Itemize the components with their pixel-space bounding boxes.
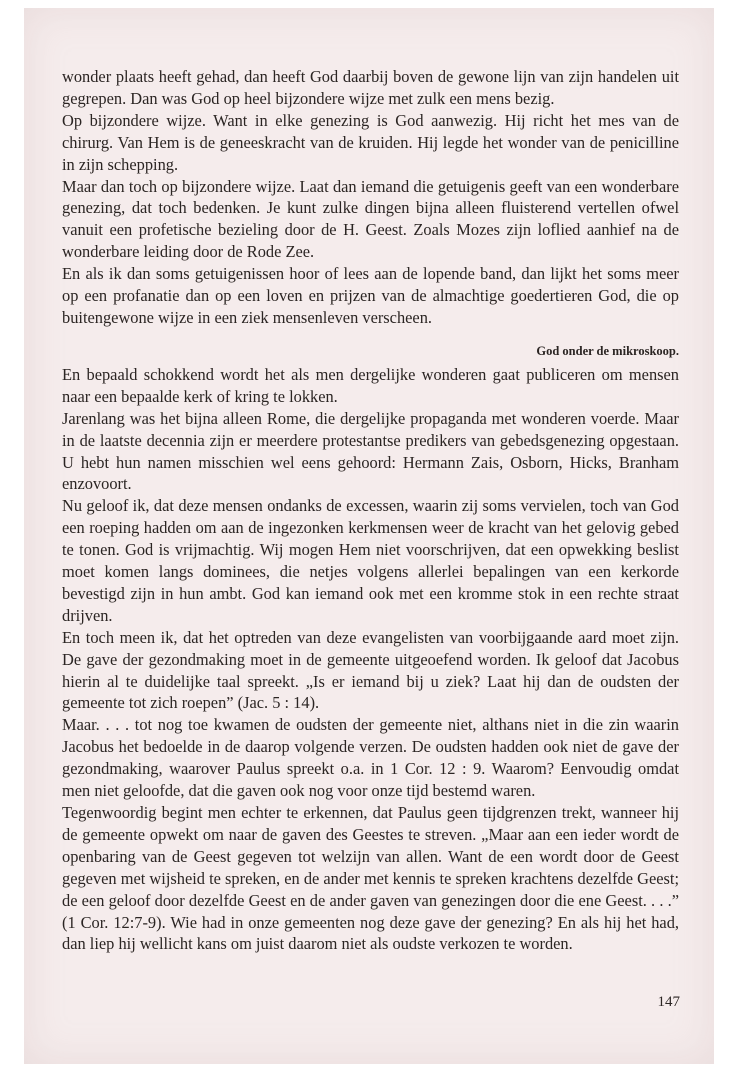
book-page [24, 8, 714, 1064]
page-body-text [62, 66, 679, 955]
paragraph: Maar dan toch op bijzondere wijze. Laat dan iemand die getuigenis geeft van een wonderbare genezing, dat toch bedenken. Je kunt zulke dingen bijna alleen fluisterend vertellen ofwel vanuit een profetische bezieling door de H. Geest. Zoals Mozes zijn loflied aanhief na de wonderbare leiding door de Rode Zee. [62, 176, 679, 262]
paragraph: En bepaald schokkend wordt het als men dergelijke wonderen gaat publiceren om mensen naar een bepaalde kerk of kring te lokken. [62, 364, 679, 406]
paragraph: Tegenwoordig begint men echter te erkennen, dat Paulus geen tijdgrenzen trekt, wanneer hij de gemeente opwekt om naar de gaven des Geestes te streven. „Maar aan een ieder wordt de openbaring van de Geest gegeven tot welzijn van allen. Want de een wordt door de Geest gegeven met wijsheid te spreken, en de ander met kennis te spreken krachtens dezelfde Geest; de een geloof door dezelfde Geest en de ander gaven van genezingen door die ene Geest. . . .” (1 Cor. 12:7-9). Wie had in onze gemeenten nog deze gave der genezing? En als hij het had, dan liep hij wellicht kans om juist daarom niet als oudste verkozen te worden. [62, 803, 679, 954]
section-heading: God onder de mikroskoop. [536, 343, 679, 358]
paragraph: Op bijzondere wijze. Want in elke genezing is God aanwezig. Hij richt het mes van de chirurg. Van Hem is de geneeskracht van de kruiden. Hij legde het wonder van de penicilline in zijn schepping. [62, 110, 679, 174]
paragraph: En toch meen ik, dat het optreden van deze evangelisten van voorbijgaande aard moet zijn. De gave der gezondmaking moet in de gemeente uitgeoefend worden. Ik geloof dat Jacobus hierin al te duidelijke taal spreekt. „Is er iemand bij u ziek? Laat hij dan de oudsten der gemeente tot zich roepen” (Jac. 5 : 14). [62, 627, 679, 713]
paragraph: Jarenlang was het bijna alleen Rome, die dergelijke propaganda met wonderen voerde. Maar in de laatste decennia zijn er meerdere protestantse predikers van gebedsgenezing opgestaan. U hebt hun namen misschien wel eens gehoord: Hermann Zais, Osborn, Hicks, Branham enzovoort. [62, 408, 679, 494]
page-number: 147 [657, 994, 680, 1010]
paragraph: Nu geloof ik, dat deze mensen ondanks de excessen, waarin zij soms vervielen, toch van God een roeping hadden om aan de ingezonken kerkmensen weer de kracht van het gelovig gebed te tonen. God is vrijmachtig. Wij mogen Hem niet voorschrijven, dat een opwekking beslist moet komen langs dominees, die netjes volgens allerlei bepalingen van een kerkorde bevestigd zijn in hun ambt. God kan iemand ook met een kromme stok in een rechte straat drijven. [62, 496, 679, 625]
paragraph: Maar. . . . tot nog toe kwamen de oudsten der gemeente niet, althans niet in die zin waarin Jacobus het bedoelde in de daarop volgende verzen. De oudsten hadden ook niet de gave der gezondmaking, waarover Paulus spreekt o.a. in 1 Cor. 12 : 9. Waarom? Eenvoudig omdat men niet geloofde, dat die gaven ook nog voor onze tijd bestemd waren. [62, 715, 679, 801]
paragraph: En als ik dan soms getuigenissen hoor of lees aan de lopende band, dan lijkt het soms meer op een profanatie dan op een loven en prijzen van de almachtige goedertieren God, die op buitengewone wijze in een ziek mensenleven verscheen. [62, 264, 679, 327]
paragraph: wonder plaats heeft gehad, dan heeft God daarbij boven de gewone lijn van zijn handelen uit gegrepen. Dan was God op heel bijzondere wijze met zulk een mens bezig. [62, 67, 679, 108]
